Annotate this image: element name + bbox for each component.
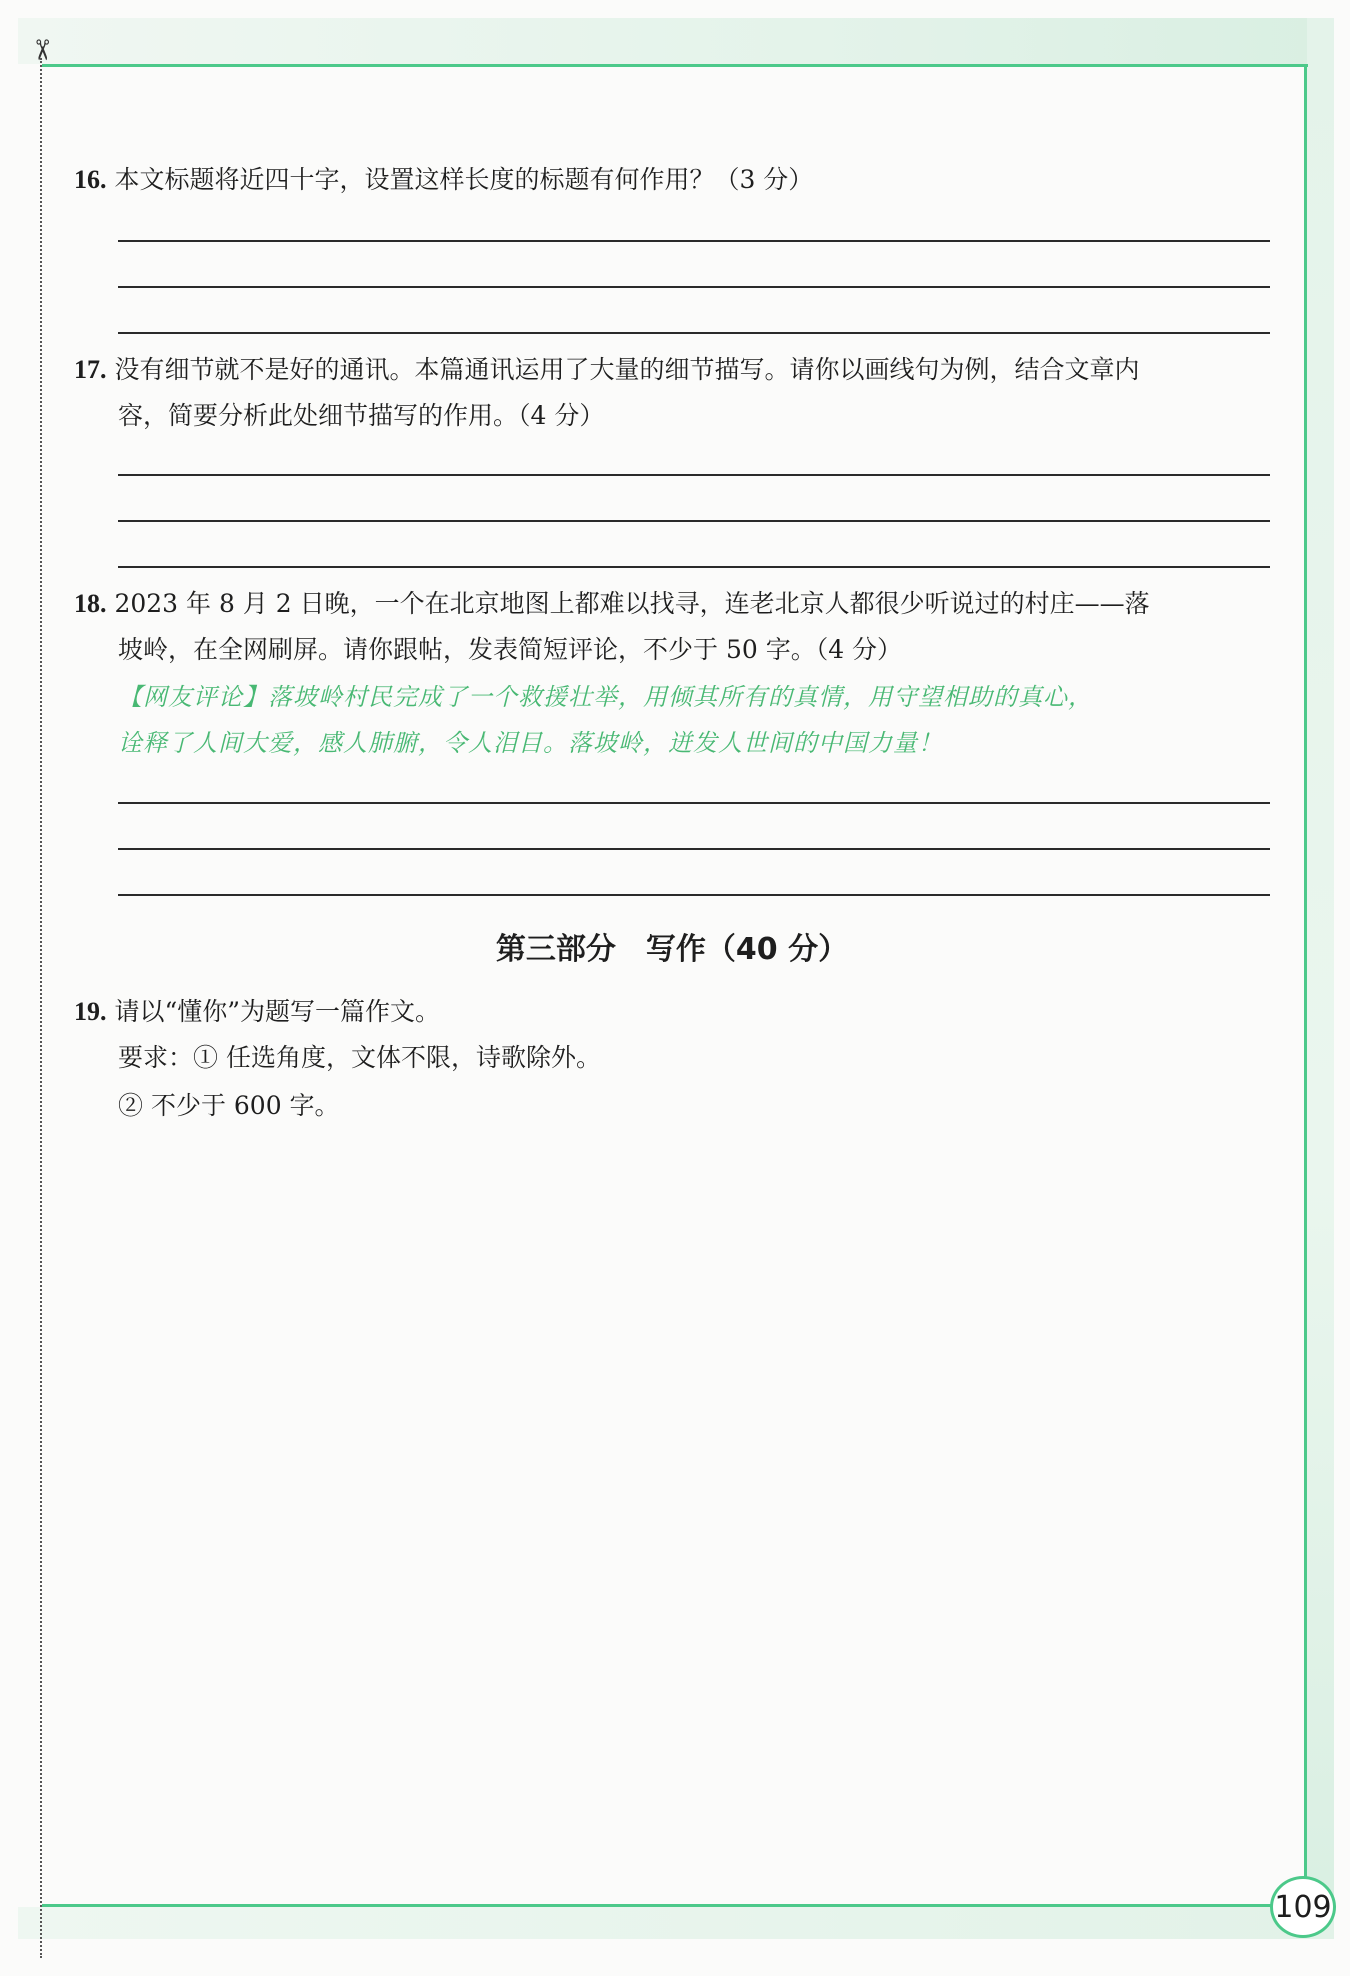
- answer-line[interactable]: [118, 848, 1270, 850]
- scissors-icon: ✂: [25, 38, 59, 62]
- frame-bottom-band: [18, 1907, 1334, 1939]
- question-text: 2023 年 8 月 2 日晚，一个在北京地图上都难以找寻，连老北京人都很少听说过的村庄——落: [114, 589, 1150, 618]
- question-text: 本文标题将近四十字，设置这样长度的标题有何作用？（3 分）: [114, 165, 814, 194]
- cut-line: [40, 58, 42, 1958]
- netizen-comment-line-2: 诠释了人间大爱，感人肺腑，令人泪目。落坡岭，迸发人世间的中国力量！: [118, 729, 943, 757]
- frame-right-band: [1307, 18, 1334, 1938]
- answer-line[interactable]: [118, 520, 1270, 522]
- question-text-continued: 坡岭，在全网刷屏。请你跟帖，发表简短评论，不少于 50 字。（4 分）: [118, 635, 903, 664]
- answer-line[interactable]: [118, 286, 1270, 288]
- question-text-continued: 容，简要分析此处细节描写的作用。（4 分）: [118, 401, 605, 430]
- frame-top-band: [18, 18, 1334, 64]
- answer-line[interactable]: [118, 240, 1270, 242]
- frame-top-line: [42, 64, 1308, 67]
- requirement-2: ② 不少于 600 字。: [118, 1091, 340, 1120]
- requirement-1: 要求：① 任选角度，文体不限，诗歌除外。: [118, 1043, 601, 1072]
- section-title: 第三部分 写作（40 分）: [495, 932, 849, 967]
- answer-line[interactable]: [118, 802, 1270, 804]
- question-number: 18.: [74, 589, 107, 618]
- answer-line[interactable]: [118, 566, 1270, 568]
- question-text: 没有细节就不是好的通讯。本篇通讯运用了大量的细节描写。请你以画线句为例，结合文章内: [114, 355, 1140, 384]
- question-number: 19.: [74, 997, 107, 1026]
- answer-line[interactable]: [118, 474, 1270, 476]
- netizen-comment-line-1: 【网友评论】落坡岭村民完成了一个救援壮举，用倾其所有的真情，用守望相助的真心，: [118, 683, 1093, 711]
- question-text: 请以“懂你”为题写一篇作文。: [114, 997, 441, 1026]
- frame-right-line: [1304, 64, 1307, 1904]
- question-number: 16.: [74, 165, 107, 194]
- page-number: 109: [1270, 1876, 1336, 1938]
- question-number: 17.: [74, 355, 107, 384]
- answer-line[interactable]: [118, 332, 1270, 334]
- answer-line[interactable]: [118, 894, 1270, 896]
